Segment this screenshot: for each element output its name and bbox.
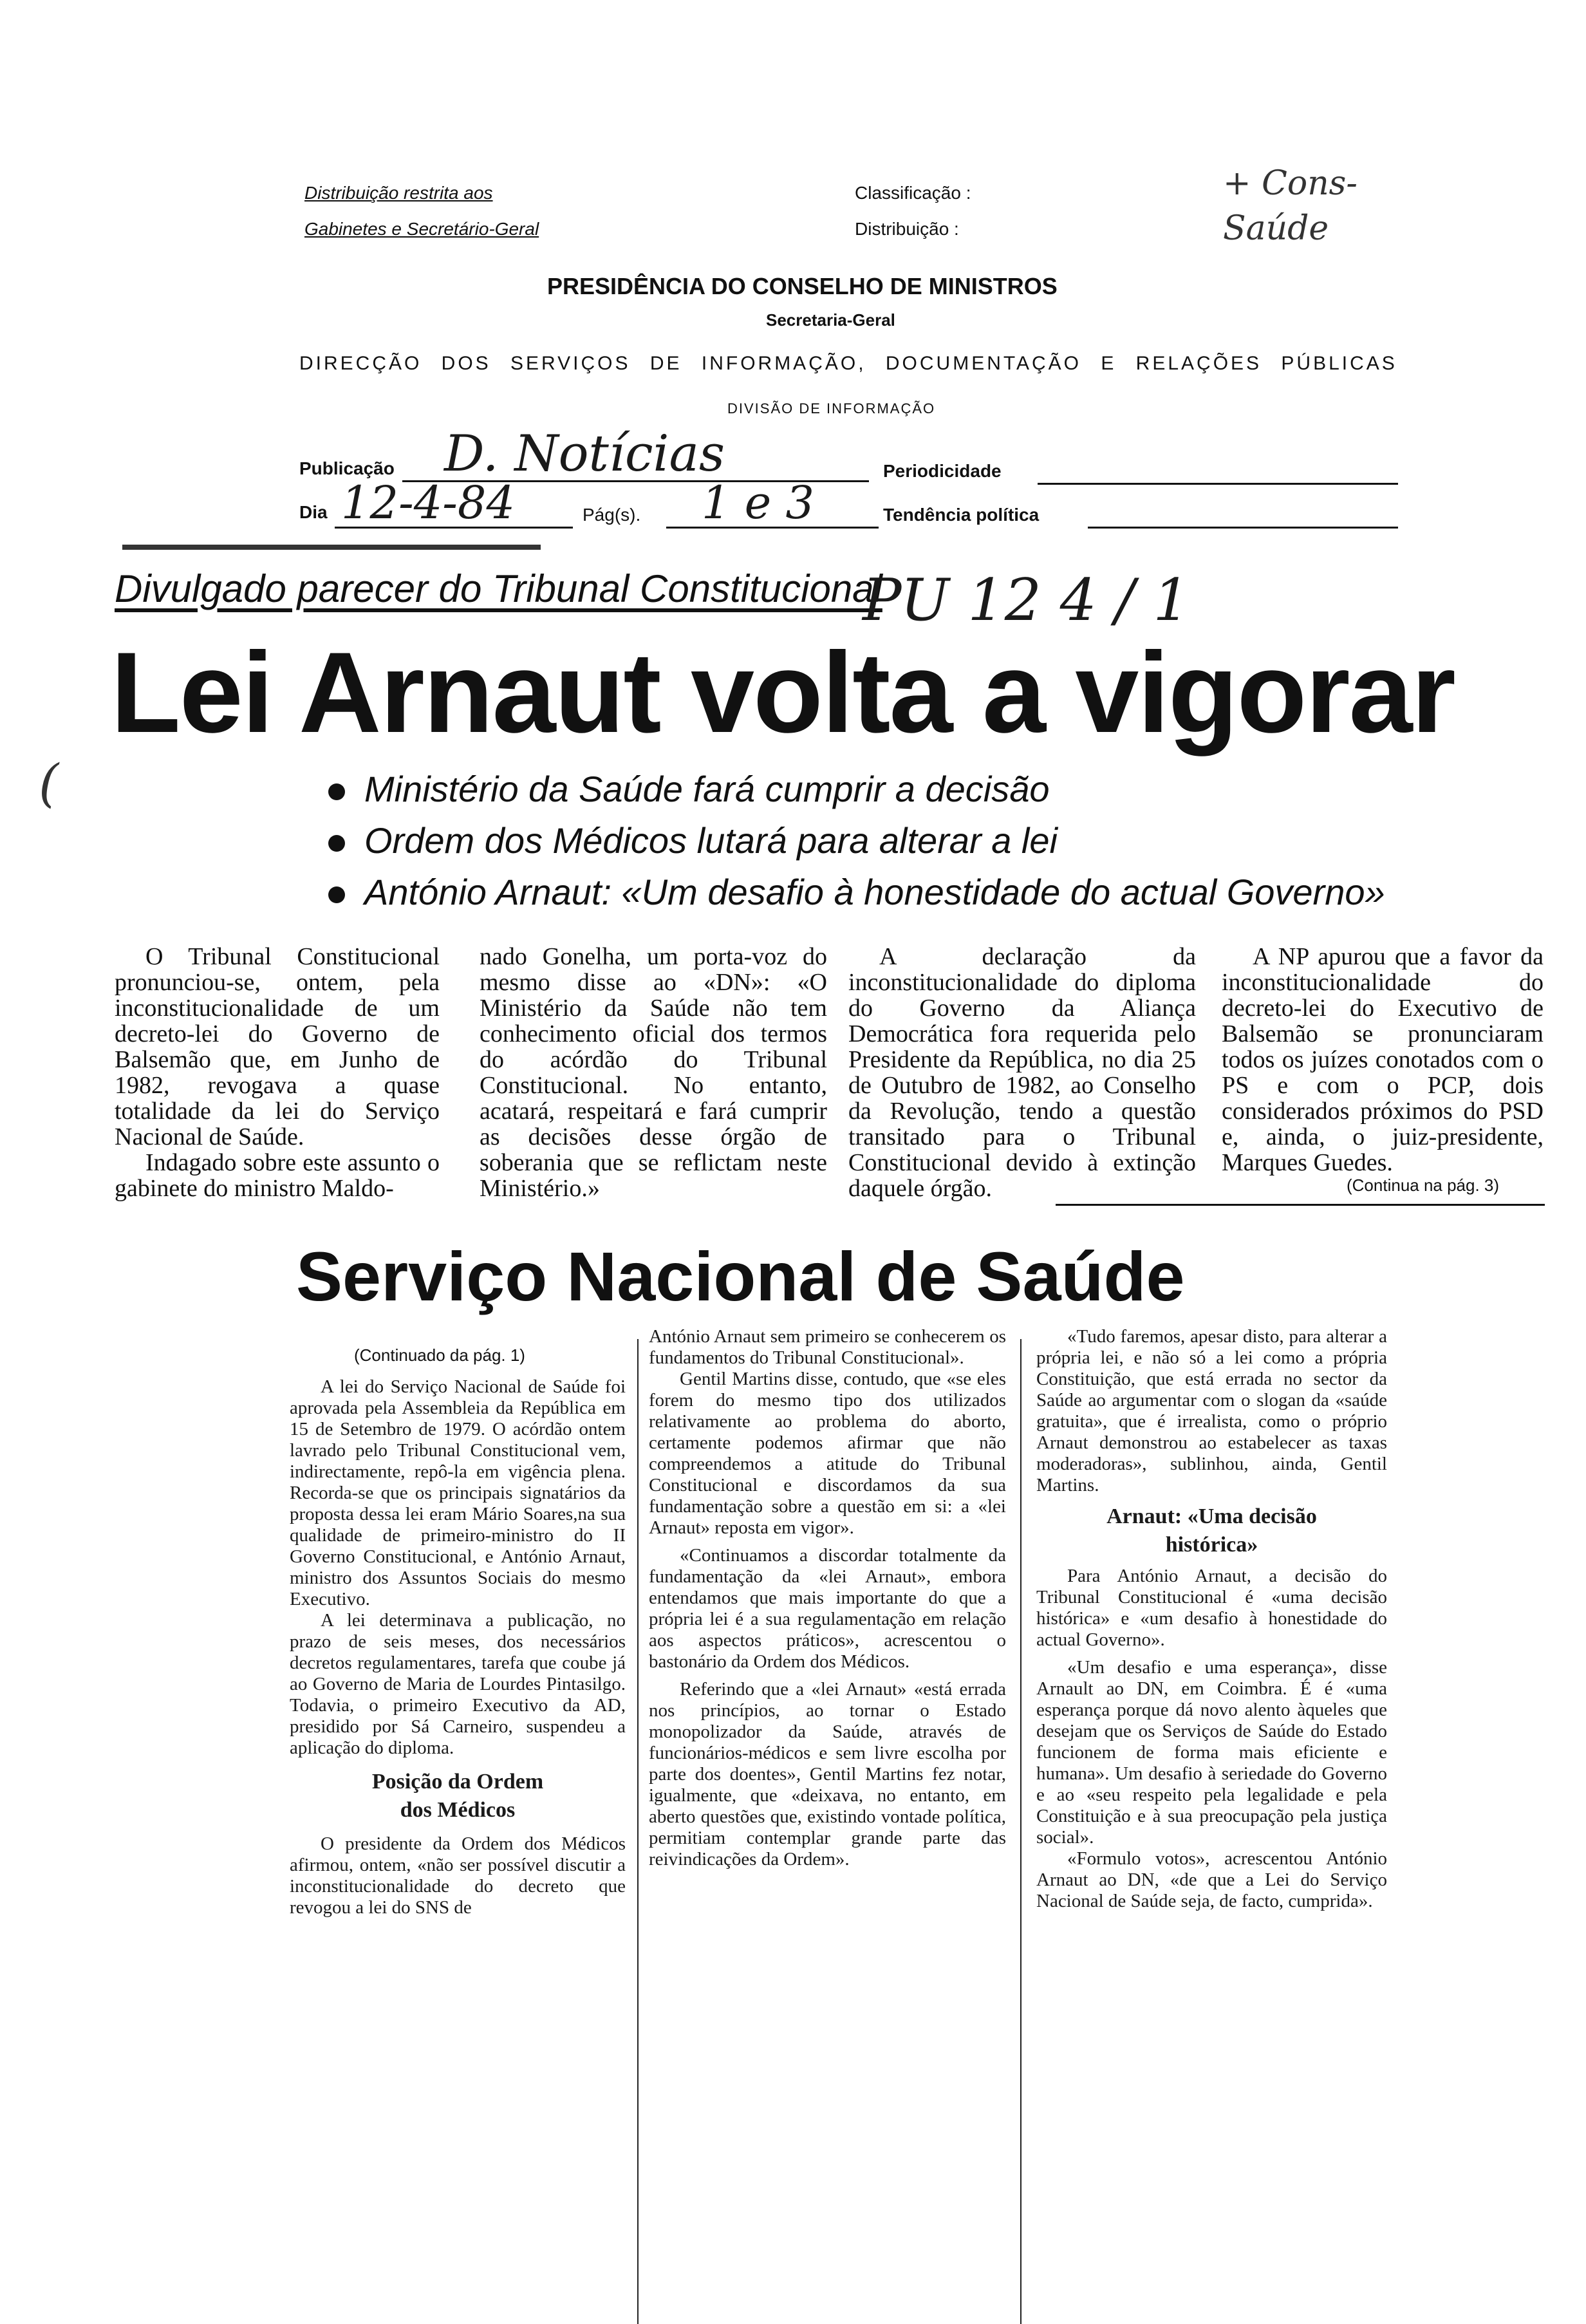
handwritten-reference: PU 12 4 / 1 [863,567,1190,634]
continua-note: (Continua na pág. 3) [1347,1176,1500,1195]
bullet-1-text: Ministério da Saúde fará cumprir a decisão [364,769,1050,809]
restricted-distribution-line2: Gabinetes e Secretário-Geral [304,219,539,239]
pags-handwritten-value: 1 e 3 [702,476,814,529]
article-column-2 [480,944,827,1201]
article-bottom-rule [1056,1204,1545,1206]
cont-colB-paragraph-4: Referindo que a «lei Arnaut» «está errada nos princípios, ao tornar o Estado monopolizador da Saúde, através de funcionários-médicos e sem livre escolha por parte dos doentes», Gentil Martins fez notar, igualmente, que «deixava, no entanto, em aberto questões que, existindo vontade política, permitiam contemplar grande parte das reivindicações da Ordem». [649,1679,1006,1870]
dia-handwritten-value: 12-4-84 [341,476,515,529]
form-bottom-rule [122,545,541,550]
bullet-1 [328,770,1050,809]
publicacao-handwritten-value: D. Notícias [444,425,725,483]
cont-colA-paragraph-3: O presidente da Ordem dos Médicos afirmou, ontem, «não ser possível discutir a inconstitucionalidade do decreto que revogou a lei do SNS de [290,1833,626,1918]
kicker: Divulgado parecer do Tribunal Constitucional [115,567,882,610]
article-col1-paragraph-1: O Tribunal Constitucional pronunciou-se, ontem, pela inconstitucionalidade de um decreto-lei do Governo de Balsemão que, em Junho de 1982, revogava a quase totalidade da lei do Serviço Nacional de Saúde. [115,943,440,1150]
continuation-headline: Serviço Nacional de Saúde [296,1237,1185,1315]
bullet-3 [328,873,1385,912]
cont-colC-paragraph-1: «Tudo faremos, apesar disto, para alterar a própria lei, e não só a lei como a própria Constituição, que está errada no sector da Saúde ao argumentar com o slogan da «saúde gratuita», que é irrealista, como o próprio Arnaut demonstrou ao estabelecer as taxas moderadoras», sublinhou, ainda, Gentil Martins. [1036,1326,1387,1495]
distribuicao-label: Distribuição : [855,219,959,239]
bullet-3-text: António Arnaut: «Um desafio à honestidade do actual Governo» [364,872,1385,912]
cont-colB-paragraph-2: Gentil Martins disse, contudo, que «se eles forem do mesmo tipo dos utilizados relativamente ao problema do aborto, certamente podemos afirmar que não compreendemos a atitude do Tribunal Constitucional e discordamos da sua fundamentação sobre a questão em si: a «lei Arnaut» reposta em vigor». [649,1369,1006,1538]
divisao-line: DIVISÃO DE INFORMAÇÃO [727,400,936,417]
tendencia-field-line [1088,527,1398,529]
continuado-note: (Continuado da pág. 1) [354,1345,525,1365]
article-col1-paragraph-2: Indagado sobre este assunto o gabinete do ministro Maldo- [115,1149,440,1202]
column-divider-1 [637,1339,639,2324]
restricted-distribution-line1: Distribuição restrita aos [304,183,493,203]
article-col3-paragraph-1: A declaração da inconstitucionalidade do diploma do Governo da Aliança Democrática fora requerida pelo Presidente da República, no dia 25 de Outubro de 1982, ao Conselho da Revolução, tendo a questão transitado para o Tribunal Constitucional devido à extinção daquele órgão. [848,943,1196,1202]
continuation-column-c [1036,1326,1387,1912]
margin-mark-left: ( [39,753,59,813]
subhead-posicao-ordem: Posição da Ordem dos Médicos [371,1770,544,1822]
cont-colC-paragraph-4: «Formulo votos», acrescentou António Arnaut ao DN, «de que a Lei do Serviço Nacional de Saúde seja, de facto, cumprida». [1036,1848,1387,1911]
bullet-2-text: Ordem dos Médicos lutará para alterar a lei [364,820,1058,861]
tendencia-label: Tendência política [883,505,1040,525]
cont-colB-paragraph-1: António Arnaut sem primeiro se conhecerem os fundamentos do Tribunal Constitucional». [649,1326,1006,1368]
article-column-4 [1222,944,1544,1176]
cont-colC-paragraph-3: «Um desafio e uma esperança», disse Arnault ao DN, em Coimbra. É é «uma esperança porque dá novo alento àqueles que desejam que os Serviços de Saúde do Estado funcionem de forma mais eficiente e humana». Um desafio à seriedade do Governo e ao «seu respeito pela legalidade e pela Constituição e à sua preocupação pela justiça social». [1036,1657,1387,1848]
article-col2-paragraph-1: nado Gonelha, um porta-voz do mesmo disse ao «DN»: «O Ministério da Saúde não tem conhecimento oficial dos termos do acórdão do Tribunal Constitucional. No entanto, acatará, respeitará e fará cumprir as decisões desse órgão de soberania que se reflictam neste Ministério.» [480,943,827,1202]
continuation-column-a [290,1376,626,1918]
periodicidade-label: Periodicidade [883,461,1002,481]
dia-label: Dia [299,502,328,522]
continuation-column-b [649,1326,1006,1870]
cont-colA-paragraph-1: A lei do Serviço Nacional de Saúde foi aprovada pela Assembleia da República em 15 de Setembro de 1979. O acórdão ontem lavrado pelo Tribunal Constitucional vem, indirectamente, repô-la em vigência plena. Recorda-se que os principais signatários da proposta dessa lei eram Mário Soares,na sua qualidade de primeiro-ministro do II Governo Constitucional, e António Arnaut, ministro dos Assuntos Sociais do mesmo Executivo. [290,1376,626,1609]
bullet-2 [328,821,1058,860]
cont-colA-paragraph-2: A lei determinava a publicação, no prazo de seis meses, dos necessários decretos regulamentares, tarefa que coube já ao Governo de Maria de Lourdes Pintasilgo. Todavia, o primeiro Executivo da AD, presidido por Sá Carneiro, suspendeu a aplicação do diploma. [290,1610,626,1758]
headline: Lei Arnaut volta a vigorar [111,628,1455,756]
subhead-arnaut-decisao: Arnaut: «Uma decisão histórica» [1106,1504,1317,1557]
handwritten-annotation-top: + Cons- Saúde [1223,164,1357,248]
periodicidade-field-line [1038,483,1398,485]
column-divider-2 [1020,1339,1022,2324]
direccao-line: DIRECÇÃO DOS SERVIÇOS DE INFORMAÇÃO, DOCUMENTAÇÃO E RELAÇÕES PÚBLICAS [299,353,1397,374]
article-column-1 [115,944,440,1201]
cont-colB-paragraph-3: «Continuamos a discordar totalmente da fundamentação da «lei Arnaut», embora entendamos que mais importante do que a própria lei é a sua regulamentação em relação aos aspectos práticos», acrescentou o bastonário da Ordem dos Médicos. [649,1545,1006,1672]
article-column-3 [848,944,1196,1201]
cont-colC-paragraph-2: Para António Arnaut, a decisão do Tribunal Constitucional é «uma decisão histórica» e «um desafio à honestidade do actual Governo». [1036,1566,1387,1650]
presidencia-title: PRESIDÊNCIA DO CONSELHO DE MINISTROS [547,273,1058,299]
publicacao-label: Publicação [299,458,395,478]
secretaria-geral: Secretaria-Geral [766,310,895,330]
pags-label: Pág(s). [583,505,641,525]
article-col4-paragraph-1: A NP apurou que a favor da inconstitucionalidade do decreto-lei do Executivo de Balsemão se pronunciaram todos os juízes conotados com o PS e com o PCP, dois considerados próximos do PSD e, ainda, o juiz-presidente, Marques Guedes. [1222,943,1544,1176]
classificacao-label: Classificação : [855,183,971,203]
